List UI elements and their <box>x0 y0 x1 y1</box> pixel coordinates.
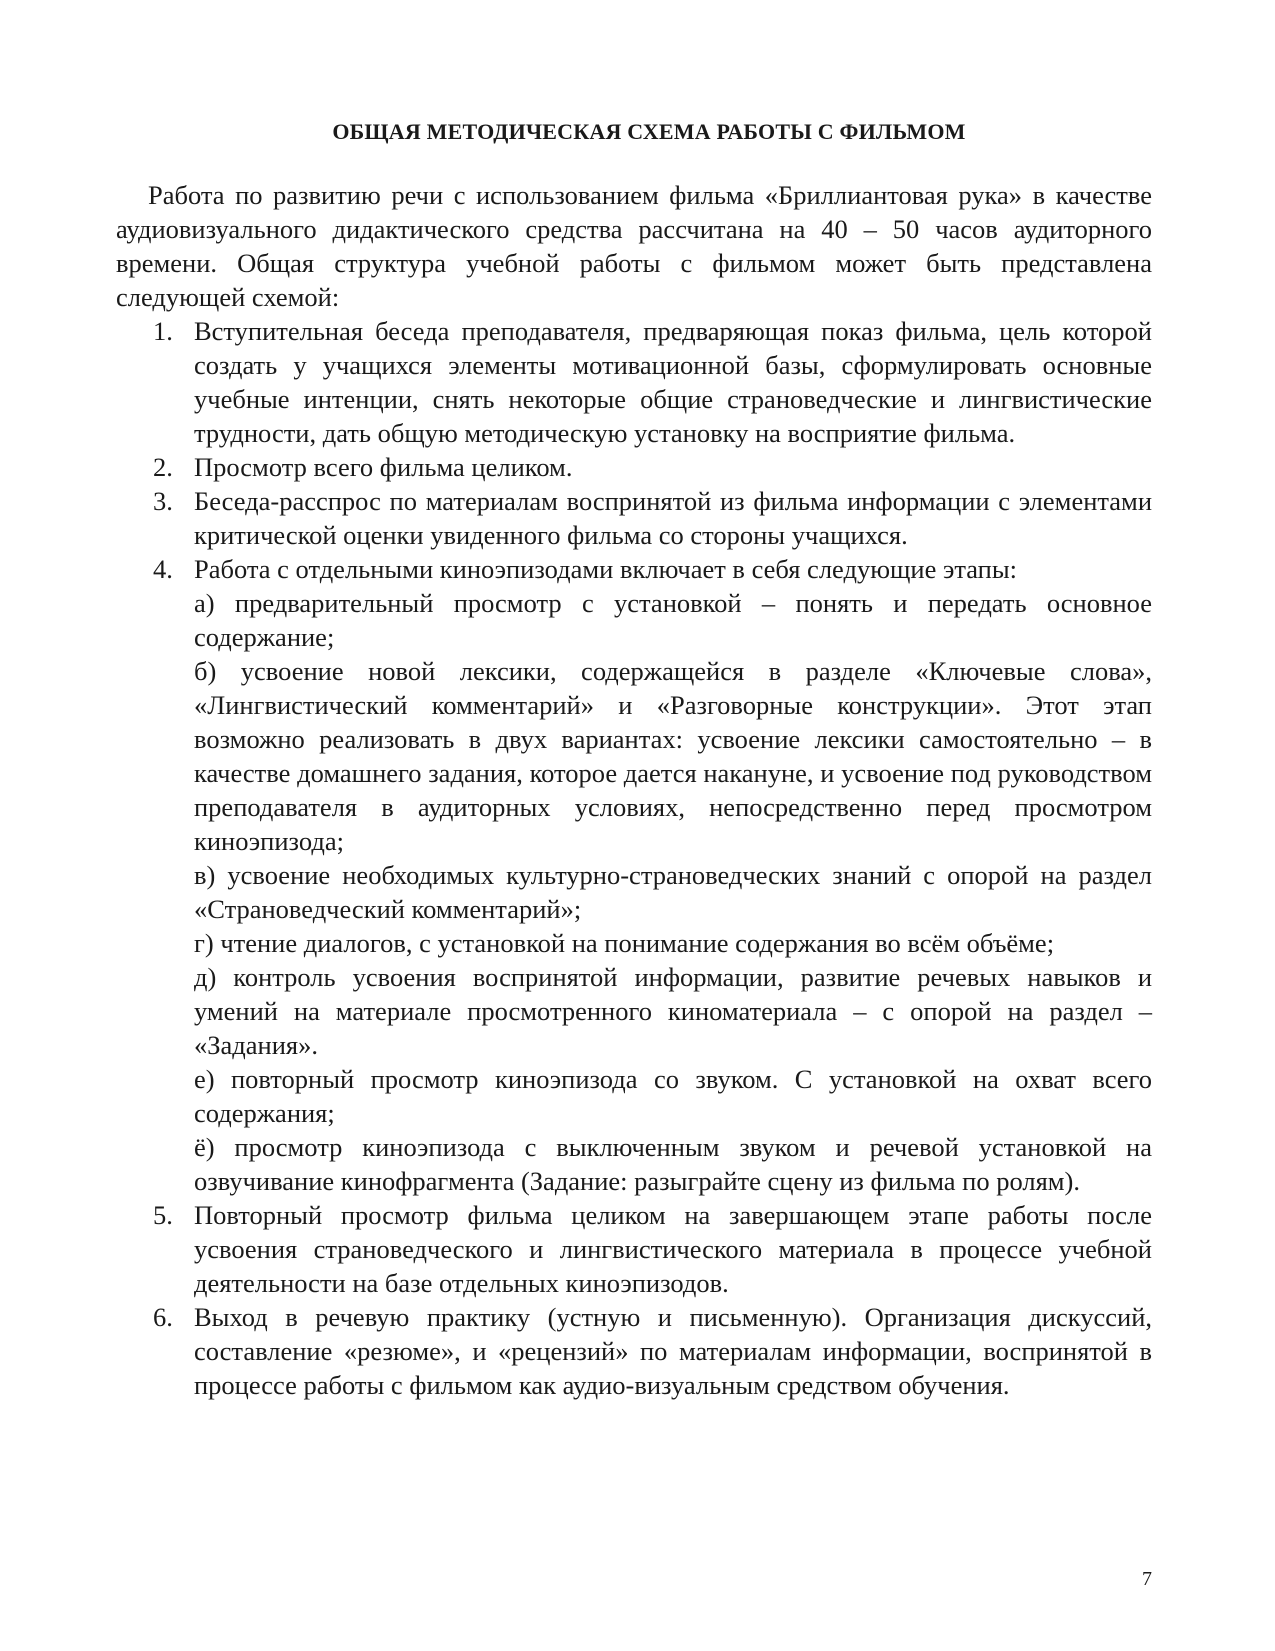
substep-d: д) контроль усвоения воспринятой информации, развитие речевых навыков и умений на материале просмотренного киноматериала – с опорой на раздел – «Задания». <box>194 962 1152 1060</box>
substep-g: г) чтение диалогов, с установкой на понимание содержания во всём объёме; <box>194 928 1055 958</box>
substep-yo: ё) просмотр киноэпизода с выключенным звуком и речевой установкой на озвучивание кинофрагмента (Задание: разыграйте сцену из фильма по ролям). <box>194 1132 1152 1196</box>
document-page <box>116 0 1152 1651</box>
document-body <box>116 178 1152 1402</box>
list-item <box>116 1300 1152 1402</box>
list-item-number: 1. <box>153 316 173 346</box>
intro-paragraph: Работа по развитию речи с использованием фильма «Бриллиантовая рука» в качестве аудиовизуального дидактического средства рассчитана на 40 – 50 часов аудиторного времени. Общая структура учебной работы с фильмом может быть представлена следующей схемой: <box>116 180 1152 312</box>
list-item-number: 2. <box>153 452 173 482</box>
list-item <box>116 484 1152 552</box>
list-item-text: Вступительная беседа преподавателя, предваряющая показ фильма, цель которой создать у учащихся элементы мотивационной базы, сформулировать основные учебные интенции, снять некоторые общие страноведческие и лингвистические трудности, дать общую методическую установку на восприятие фильма. <box>194 316 1152 448</box>
page-title: ОБЩАЯ МЕТОДИЧЕСКАЯ СХЕМА РАБОТЫ С ФИЛЬМОМ <box>332 119 966 144</box>
list-item <box>116 450 1152 484</box>
methodology-steps-list <box>116 314 1152 1402</box>
list-item-text: Повторный просмотр фильма целиком на завершающем этапе работы после усвоения страноведческого и лингвистического материала в процессе учебной деятельности на базе отдельных киноэпизодов. <box>194 1200 1152 1298</box>
list-item <box>116 1198 1152 1300</box>
list-item-number: 4. <box>153 554 173 584</box>
substep-e: е) повторный просмотр киноэпизода со звуком. С установкой на охват всего содержания; <box>194 1064 1152 1128</box>
list-item <box>116 314 1152 450</box>
list-item-text: Беседа-расспрос по материалам воспринятой из фильма информации с элементами критической оценки увиденного фильма со стороны учащихся. <box>194 486 1152 550</box>
list-item-number: 3. <box>153 486 173 516</box>
list-item-text: Выход в речевую практику (устную и письменную). Организация дискуссий, составление «резюме», и «рецензий» по материалам информации, воспринятой в процессе работы с фильмом как аудио-визуальным средством обучения. <box>194 1302 1152 1400</box>
substep-b: б) усвоение новой лексики, содержащейся в разделе «Ключевые слова», «Лингвистический комментарий» и «Разговорные конструкции». Этот этап возможно реализовать в двух вариантах: усвоение лексики самостоятельно – в качестве домашнего задания, которое дается накануне, и усвоение под руководством преподавателя в аудиторных условиях, непосредственно перед просмотром киноэпизода; <box>194 656 1152 856</box>
list-item-number: 6. <box>153 1302 173 1332</box>
page-number: 7 <box>1142 1568 1152 1590</box>
list-item-text: Работа с отдельными киноэпизодами включает в себя следующие этапы: <box>194 554 1018 584</box>
list-item-text: Просмотр всего фильма целиком. <box>194 452 573 482</box>
list-item <box>116 552 1152 1198</box>
list-item-number: 5. <box>153 1200 173 1230</box>
substep-v: в) усвоение необходимых культурно-страноведческих знаний с опорой на раздел «Страноведческий комментарий»; <box>194 860 1152 924</box>
substep-a: а) предварительный просмотр с установкой – понять и передать основное содержание; <box>194 588 1152 652</box>
